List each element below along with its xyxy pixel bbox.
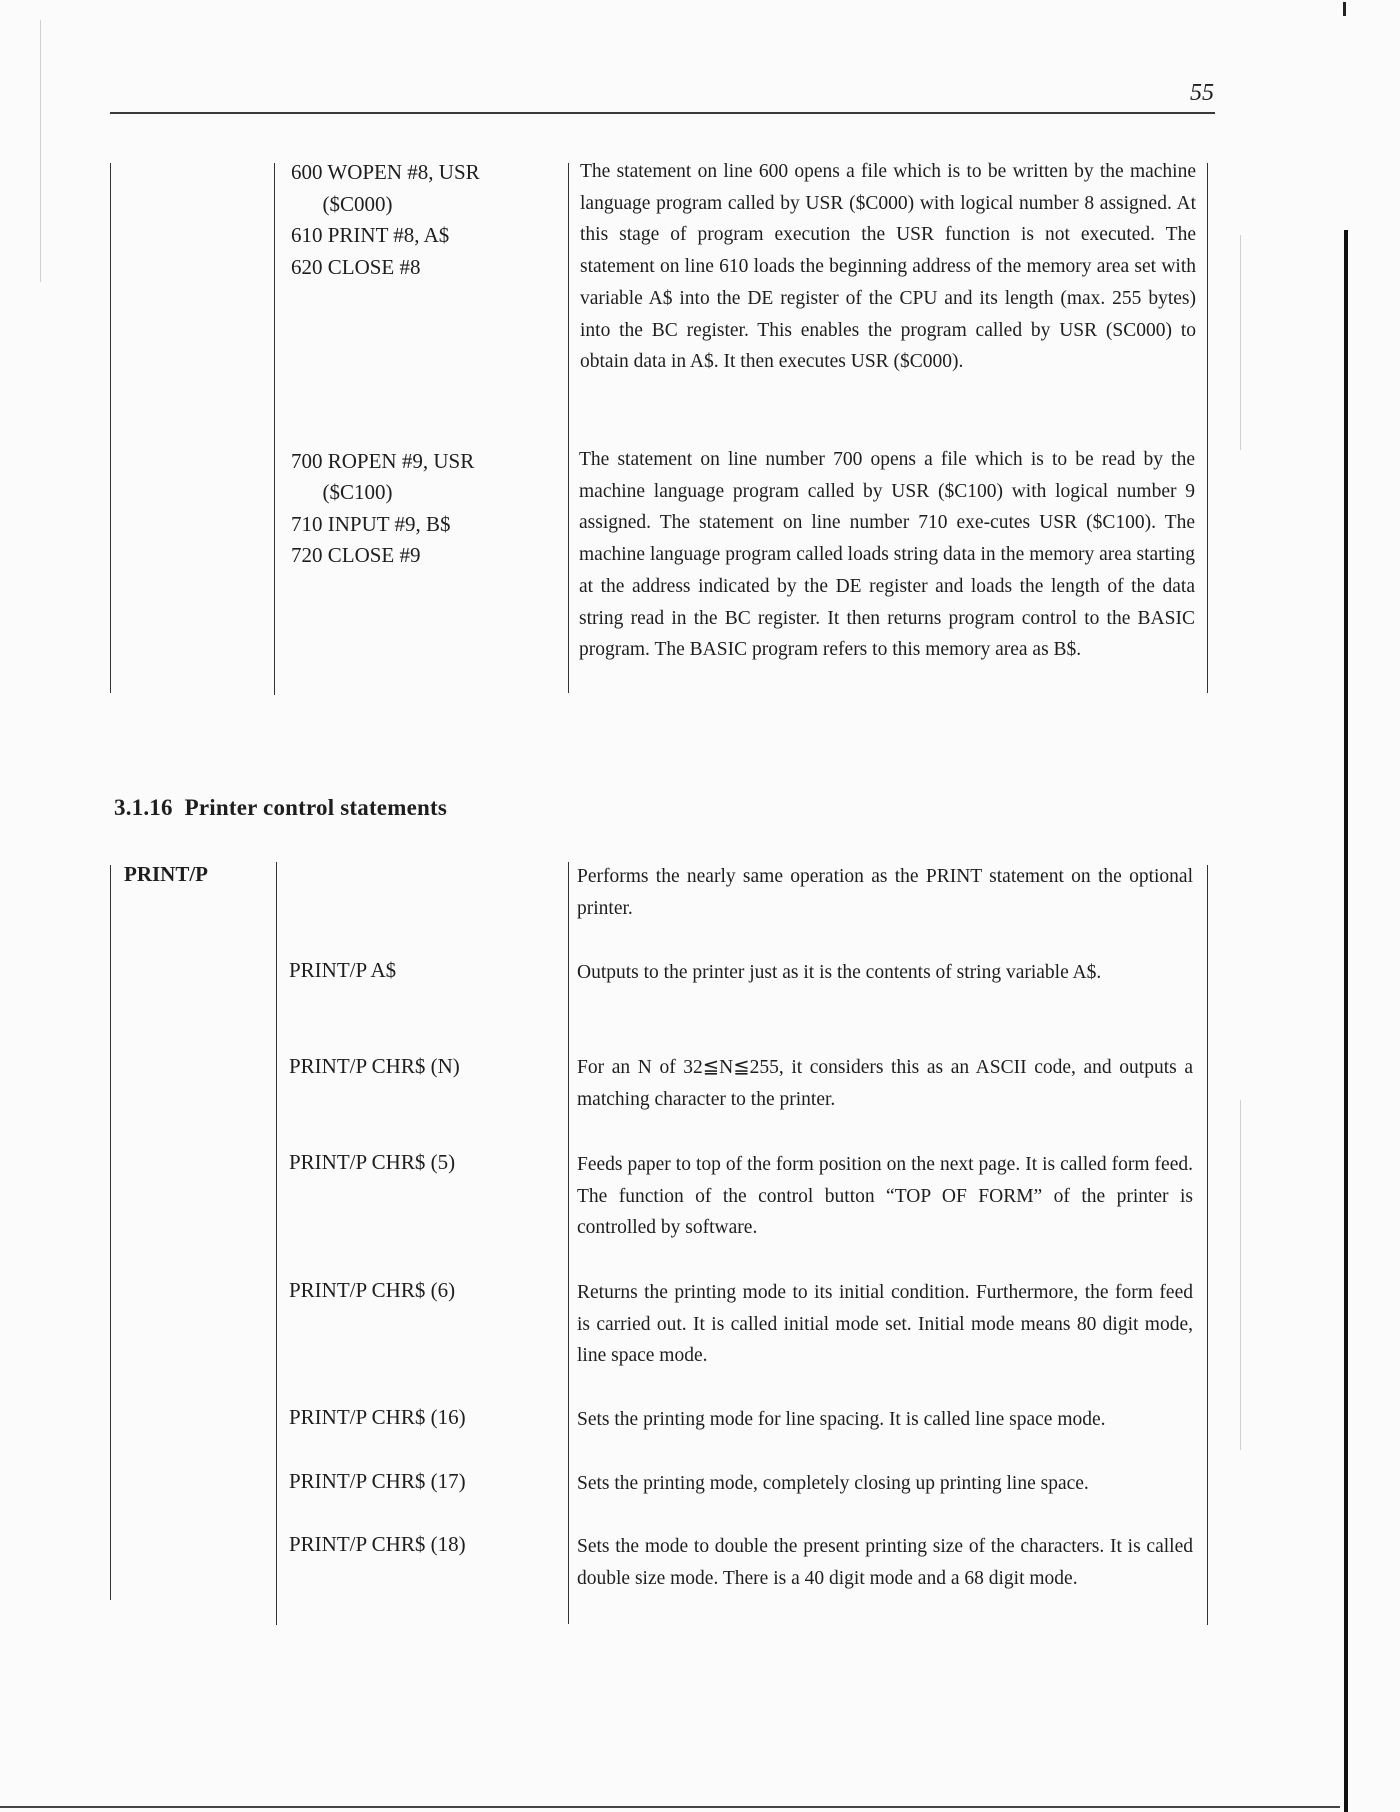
code-line: ($C100) [291, 480, 393, 504]
printer-command: PRINT/P CHR$ (N) [289, 1054, 460, 1078]
code-line: 720 CLOSE #9 [291, 543, 421, 567]
printer-command: PRINT/P CHR$ (6) [289, 1278, 456, 1302]
file-block-description: The statement on line number 700 opens a file which is to be read by the machine language program called by USR ($C100) with logical number 9 assigned. The statement on line number 710 exe-cutes USR ($C100). The machine language program called loads string data in the memory area starting at the address indicated by the DE register and loads the length of the data string read in the BC register. It then returns program control to the BASIC program. The BASIC program refers to this memory area as B$. [579, 449, 1195, 661]
printer-command: PRINT/P A$ [289, 958, 397, 982]
code-line: ($C000) [291, 192, 393, 216]
corner-mark [1343, 2, 1346, 16]
printer-command-description: Feeds paper to top of the form position on the next page. It is called form feed. The function of the control button “TOP OF FORM” of the printer is controlled by software. [577, 1154, 1193, 1239]
printer-command-description: For an N of 32≦N≦255, it considers this as an ASCII code, and outputs a matching character to the printer. [577, 1057, 1193, 1110]
header-rule [110, 112, 1215, 114]
bottom-rule [0, 1806, 1340, 1808]
printer-command-description: Sets the mode to double the present printing size of the characters. It is called double size mode. There is a 40 digit mode and a 68 digit mode. [577, 1536, 1193, 1589]
printer-left-outer-rule [110, 865, 111, 1600]
code-line: 600 WOPEN #8, USR [291, 160, 480, 184]
code-line: 700 ROPEN #9, USR [291, 449, 475, 473]
printer-command: PRINT/P CHR$ (17) [289, 1469, 466, 1493]
statement-intro: Performs the nearly same operation as the PRINT statement on the optional printer. [577, 866, 1193, 919]
printer-command-rule [276, 862, 277, 1625]
printer-command-description: Sets the printing mode, completely closing up printing line space. [577, 1473, 1089, 1494]
page-number: 55 [1190, 80, 1214, 106]
printer-command-description: Returns the printing mode to its initial condition. Furthermore, the form feed is carried out. It is called initial mode set. Initial mode means 80 digit mode, line space mode. [577, 1282, 1193, 1367]
code-line: 710 INPUT #9, B$ [291, 512, 451, 536]
printer-command: PRINT/P CHR$ (16) [289, 1405, 466, 1429]
right-edge-bar [1344, 230, 1348, 1812]
code-line: 620 CLOSE #8 [291, 255, 421, 279]
printer-command: PRINT/P CHR$ (18) [289, 1532, 466, 1556]
file-block-description: The statement on line 600 opens a file which is to be written by the machine language program called by USR ($C000) with logical number 8 assigned. At this stage of program execution the USR function is not executed. The statement on line 610 loads the beginning address of the memory area set with variable A$ into the DE register of the CPU and its length (max. 255 bytes) into the BC register. This enables the program called by USR (SC000) to obtain data in A$. It then executes USR ($C000). [580, 161, 1196, 373]
printer-command-description: Outputs to the printer just as it is the contents of string variable A$. [577, 962, 1102, 983]
section-title: 3.1.16 Printer control statements [114, 795, 447, 820]
printer-command: PRINT/P CHR$ (5) [289, 1150, 456, 1174]
printer-command-description: Sets the printing mode for line spacing. It is called line space mode. [577, 1409, 1106, 1430]
printer-desc-left-rule [568, 862, 569, 1624]
inner-right-mark-2 [1240, 1100, 1241, 1450]
inner-right-mark [1240, 235, 1241, 450]
statement-keyword: PRINT/P [124, 862, 208, 886]
file-code-rule [274, 163, 275, 695]
code-line: 610 PRINT #8, A$ [291, 223, 450, 247]
file-desc-right-rule [1207, 163, 1208, 693]
file-left-outer-rule [110, 163, 111, 693]
left-margin-mark [40, 20, 41, 282]
file-desc-left-rule [568, 163, 569, 693]
printer-desc-right-rule [1207, 865, 1208, 1625]
